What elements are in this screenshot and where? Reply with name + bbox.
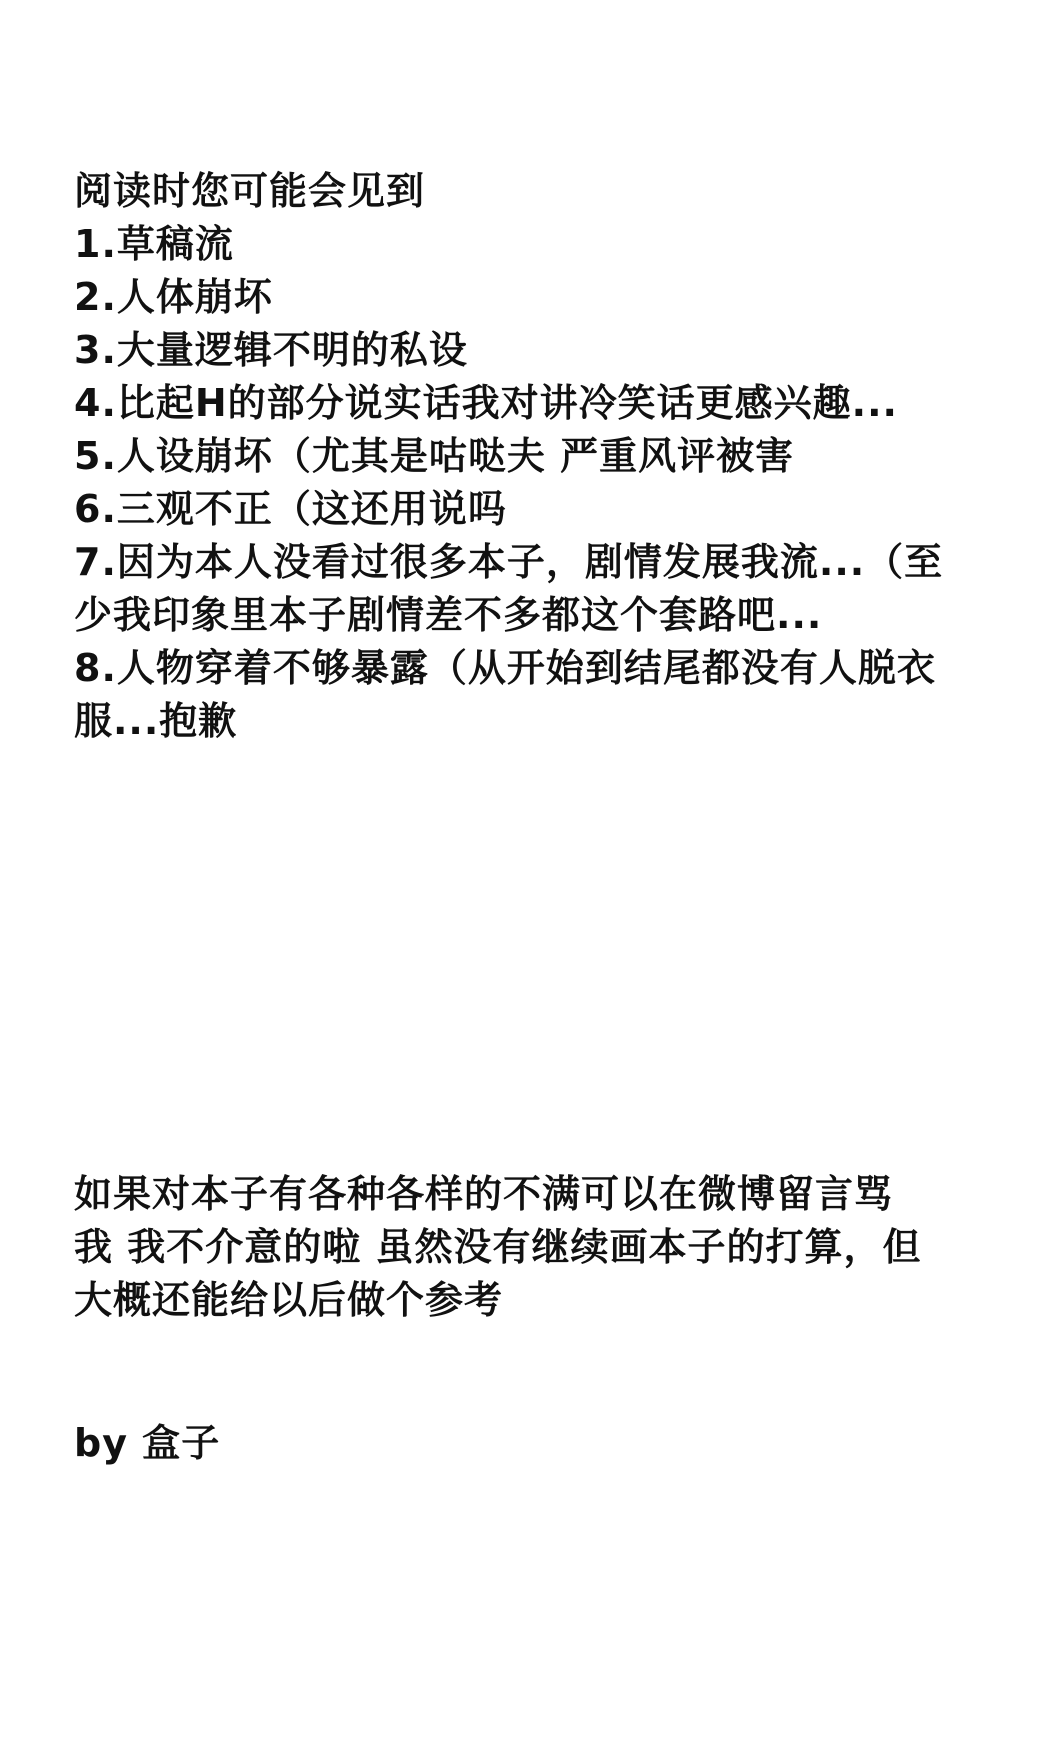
warning-item: 8.人物穿着不够暴露（从开始到结尾都没有人脱衣 — [74, 646, 936, 690]
warning-item: 2.人体崩坏 — [74, 275, 273, 319]
closing-line: 我 我不介意的啦 虽然没有继续画本子的打算，但 — [74, 1225, 922, 1269]
warning-item: 5.人设崩坏（尤其是咕哒夫 严重风评被害 — [74, 434, 795, 478]
warning-item-continuation: 少我印象里本子剧情差不多都这个套路吧... — [74, 593, 823, 637]
signature-text: by 盒子 — [74, 1421, 221, 1465]
warning-item: 7.因为本人没看过很多本子，剧情发展我流...（至 — [74, 540, 944, 584]
warning-item-continuation: 服...抱歉 — [74, 699, 238, 743]
content-warnings — [74, 165, 954, 748]
warning-item: 1.草稿流 — [74, 222, 234, 266]
warning-item: 4.比起H的部分说实话我对讲冷笑话更感兴趣... — [74, 381, 898, 425]
closing-note — [74, 1168, 954, 1327]
author-signature — [74, 1417, 954, 1470]
warning-item: 3.大量逻辑不明的私设 — [74, 328, 468, 372]
closing-line: 如果对本子有各种各样的不满可以在微博留言骂 — [74, 1172, 894, 1216]
warnings-heading: 阅读时您可能会见到 — [74, 169, 426, 213]
warning-item: 6.三观不正（这还用说吗 — [74, 487, 507, 531]
closing-line: 大概还能给以后做个参考 — [74, 1278, 504, 1322]
